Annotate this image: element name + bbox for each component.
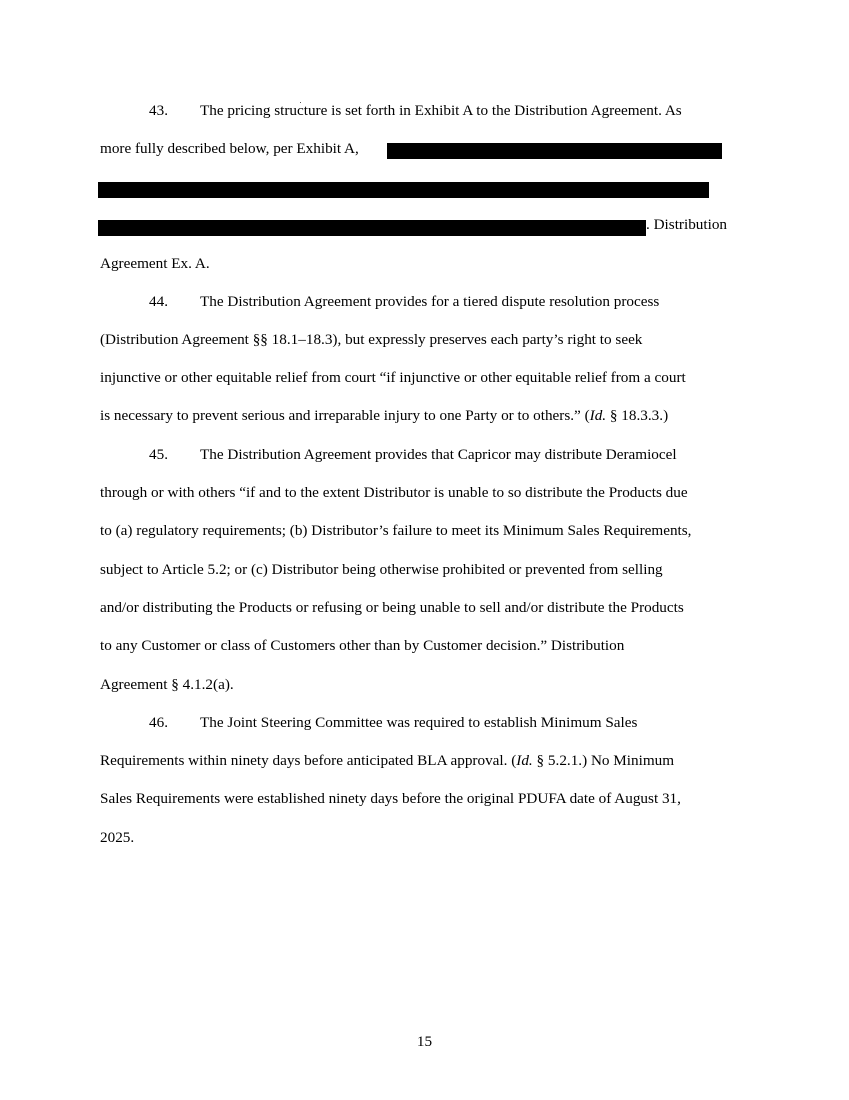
para-45-line-4: subject to Article 5.2; or (c) Distributor being otherwise prohibited or prevented from selling — [100, 561, 663, 578]
para-46-line-4: 2025. — [100, 829, 135, 846]
para-45-line-6: to any Customer or class of Customers other than by Customer decision.” Distribution — [100, 637, 625, 654]
para-45-line-1: 45. The Distribution Agreement provides that Capricor may distribute Deramiocel — [149, 446, 677, 463]
para-45-number: 45. — [149, 446, 168, 463]
para-45-line-7: Agreement § 4.1.2(a). — [100, 676, 234, 693]
para-43-line-4-tail: . Distribution — [646, 216, 728, 233]
para-45-line-5: and/or distributing the Products or refusing or being unable to sell and/or distribute the Products — [100, 599, 684, 616]
redaction-bar-2 — [98, 182, 709, 198]
para-43-line-2: more fully described below, per Exhibit A, — [100, 140, 359, 157]
para-43-line-5: Agreement Ex. A. — [100, 255, 210, 272]
para-46-number: 46. — [149, 714, 168, 731]
para-46-line-3: Sales Requirements were established ninety days before the original PDUFA date of August 31, — [100, 790, 681, 807]
para-44-number: 44. — [149, 293, 168, 310]
para-46-line-2: Requirements within ninety days before anticipated BLA approval. (Id. § 5.2.1.) No Minimum — [100, 752, 675, 769]
para-45-line-2: through or with others “if and to the extent Distributor is unable to so distribute the Products due — [100, 484, 688, 501]
para-44-line-1: 44. The Distribution Agreement provides for a tiered dispute resolution process — [149, 293, 660, 310]
redaction-bar-1 — [387, 143, 722, 159]
para-44-line-2: (Distribution Agreement §§ 18.1–18.3), but expressly preserves each party’s right to seek — [100, 331, 643, 348]
id-citation: Id. — [516, 752, 533, 769]
redaction-bar-3 — [98, 220, 646, 236]
para-44-line-4: is necessary to prevent serious and irreparable injury to one Party or to others.” (Id. § 18.3.3.) — [100, 407, 669, 424]
id-citation: Id. — [589, 407, 607, 424]
para-44-line-3: injunctive or other equitable relief from court “if injunctive or other equitable relief from a court — [100, 369, 686, 386]
para-43-number: 43. — [149, 102, 168, 119]
para-45-line-3: to (a) regulatory requirements; (b) Distributor’s failure to meet its Minimum Sales Requirements, — [100, 522, 692, 539]
page-number: 15 — [416, 1033, 433, 1050]
para-46-line-1: 46. The Joint Steering Committee was required to establish Minimum Sales — [149, 714, 638, 731]
para-43-line-1: 43. The pricing structure is set forth in Exhibit A to the Distribution Agreement. As — [149, 102, 682, 119]
